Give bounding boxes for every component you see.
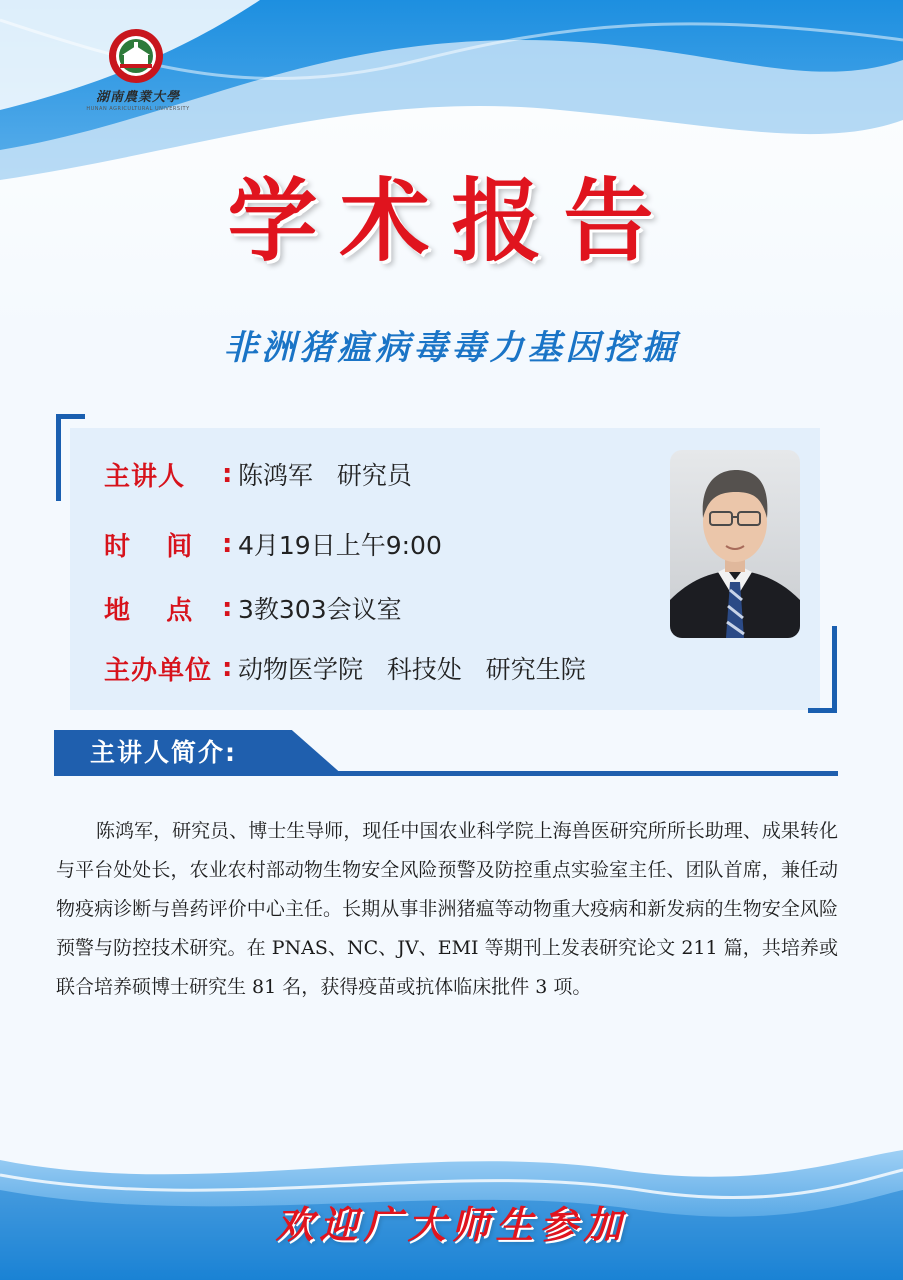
intro-divider <box>54 771 838 776</box>
time-colon: : <box>222 529 233 559</box>
speaker-colon: : <box>222 459 233 489</box>
time-row <box>104 524 442 564</box>
speaker-photo <box>670 450 800 638</box>
welcome-footer: 欢迎广大师生参加 <box>275 1202 628 1247</box>
place-colon: : <box>222 593 233 623</box>
university-name: 湖南農業大學 <box>95 90 180 105</box>
university-emblem-icon <box>108 28 164 84</box>
intro-heading: 主讲人简介: <box>90 738 237 767</box>
host-label: 主办单位 <box>104 655 213 686</box>
corner-bracket-top-left <box>56 414 85 501</box>
speaker-label: 主讲人 <box>104 461 186 492</box>
host-value: 动物医学院 科技处 研究生院 <box>238 655 586 684</box>
place-row <box>104 588 402 628</box>
place-value: 3教303会议室 <box>238 595 402 624</box>
speaker-portrait-image <box>670 450 800 638</box>
university-english-name: HUNAN AGRICULTURAL UNIVERSITY <box>86 106 190 112</box>
speaker-row <box>104 454 412 494</box>
time-value: 4月19日上午9:00 <box>238 531 442 560</box>
host-colon: : <box>222 653 233 683</box>
place-label: 地 点 <box>104 595 193 626</box>
corner-bracket-bottom-right <box>808 626 837 713</box>
time-label: 时 间 <box>104 531 193 562</box>
page-title: 学术报告 <box>227 168 676 274</box>
host-row <box>104 648 586 688</box>
speaker-bio: 陈鸿军，研究员、博士生导师，现任中国农业科学院上海兽医研究所所长助理、成果转化与平台处处长，农业农村部动物生物安全风险预警及防控重点实验室主任、团队首席，兼任动物疫病诊断与兽药评价中心主任。长期从事非洲猪瘟等动物重大疫病和新发病的生物安全风险预警与防控技术研究。在 PNAS、NC、JV、EMI 等期刊上发表研究论文 211 篇，共培养或联合培养硕博士研究生 81 名，获得疫苗或抗体临床批件 3 项。 <box>56 820 838 998</box>
university-logo <box>86 20 196 130</box>
speaker-value: 陈鸿军 研究员 <box>238 461 412 490</box>
report-topic: 非洲猪瘟病毒毒力基因挖掘 <box>223 328 680 368</box>
